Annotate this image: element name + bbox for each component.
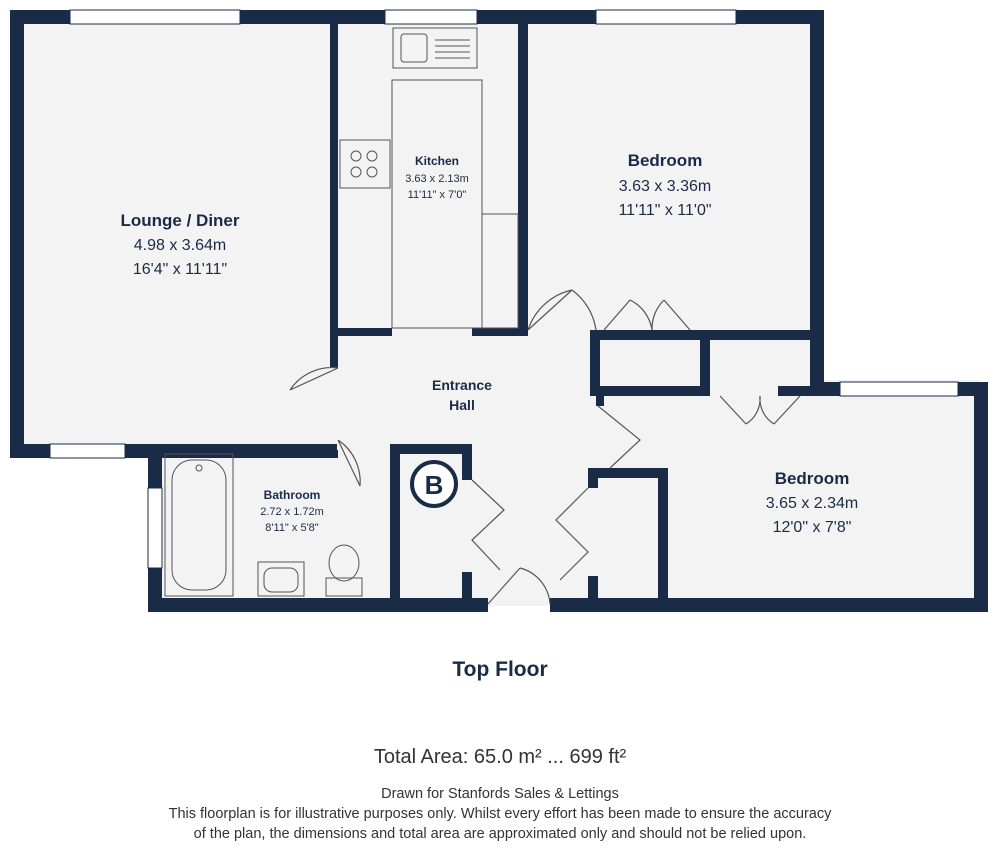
bathroom-name: Bathroom — [263, 488, 321, 502]
window-bedroom1-top — [596, 10, 736, 24]
bedroom1-name: Bedroom — [627, 151, 703, 170]
lounge-imperial: 16'4" x 11'11" — [132, 261, 228, 278]
bedroom2-imperial: 12'0" x 7'8" — [772, 519, 852, 536]
window-kitchen-top — [385, 10, 477, 24]
boiler-label: B — [424, 470, 444, 500]
window-bathroom-side — [148, 488, 162, 568]
floor-title: Top Floor — [452, 658, 548, 681]
hall-name-line1: Entrance — [432, 377, 492, 393]
bedroom1-imperial: 11'11" x 11'0" — [618, 202, 712, 219]
boiler-icon — [412, 462, 456, 506]
lounge-metric: 4.98 x 3.64m — [133, 237, 227, 254]
drawn-for-credit: Drawn for Stanfords Sales & Lettings — [381, 786, 619, 802]
bedroom1-metric: 3.63 x 3.36m — [618, 178, 712, 195]
kitchen-imperial: 11'11" x 7'0" — [407, 189, 467, 201]
disclaimer-line-1: This floorplan is for illustrative purposes only. Whilst every effort has been made to ensure the accuracy — [168, 806, 832, 822]
window-bedroom2-top — [840, 382, 958, 396]
bedroom2-name: Bedroom — [774, 469, 850, 488]
hall-name-line2: Hall — [449, 397, 475, 413]
bathroom-metric: 2.72 x 1.72m — [260, 506, 324, 518]
window-lounge-bottom — [50, 444, 125, 458]
bathroom-imperial: 8'11" x 5'8" — [265, 522, 319, 534]
disclaimer-line-2: of the plan, the dimensions and total area are approximated only and should not be relied upon. — [193, 826, 807, 842]
total-area: Total Area: 65.0 m² ... 699 ft² — [373, 746, 627, 768]
lounge-name: Lounge / Diner — [120, 211, 240, 230]
bedroom2-metric: 3.65 x 2.34m — [765, 495, 859, 512]
window-lounge-top — [70, 10, 240, 24]
kitchen-name: Kitchen — [414, 154, 460, 168]
kitchen-metric: 3.63 x 2.13m — [405, 173, 469, 185]
